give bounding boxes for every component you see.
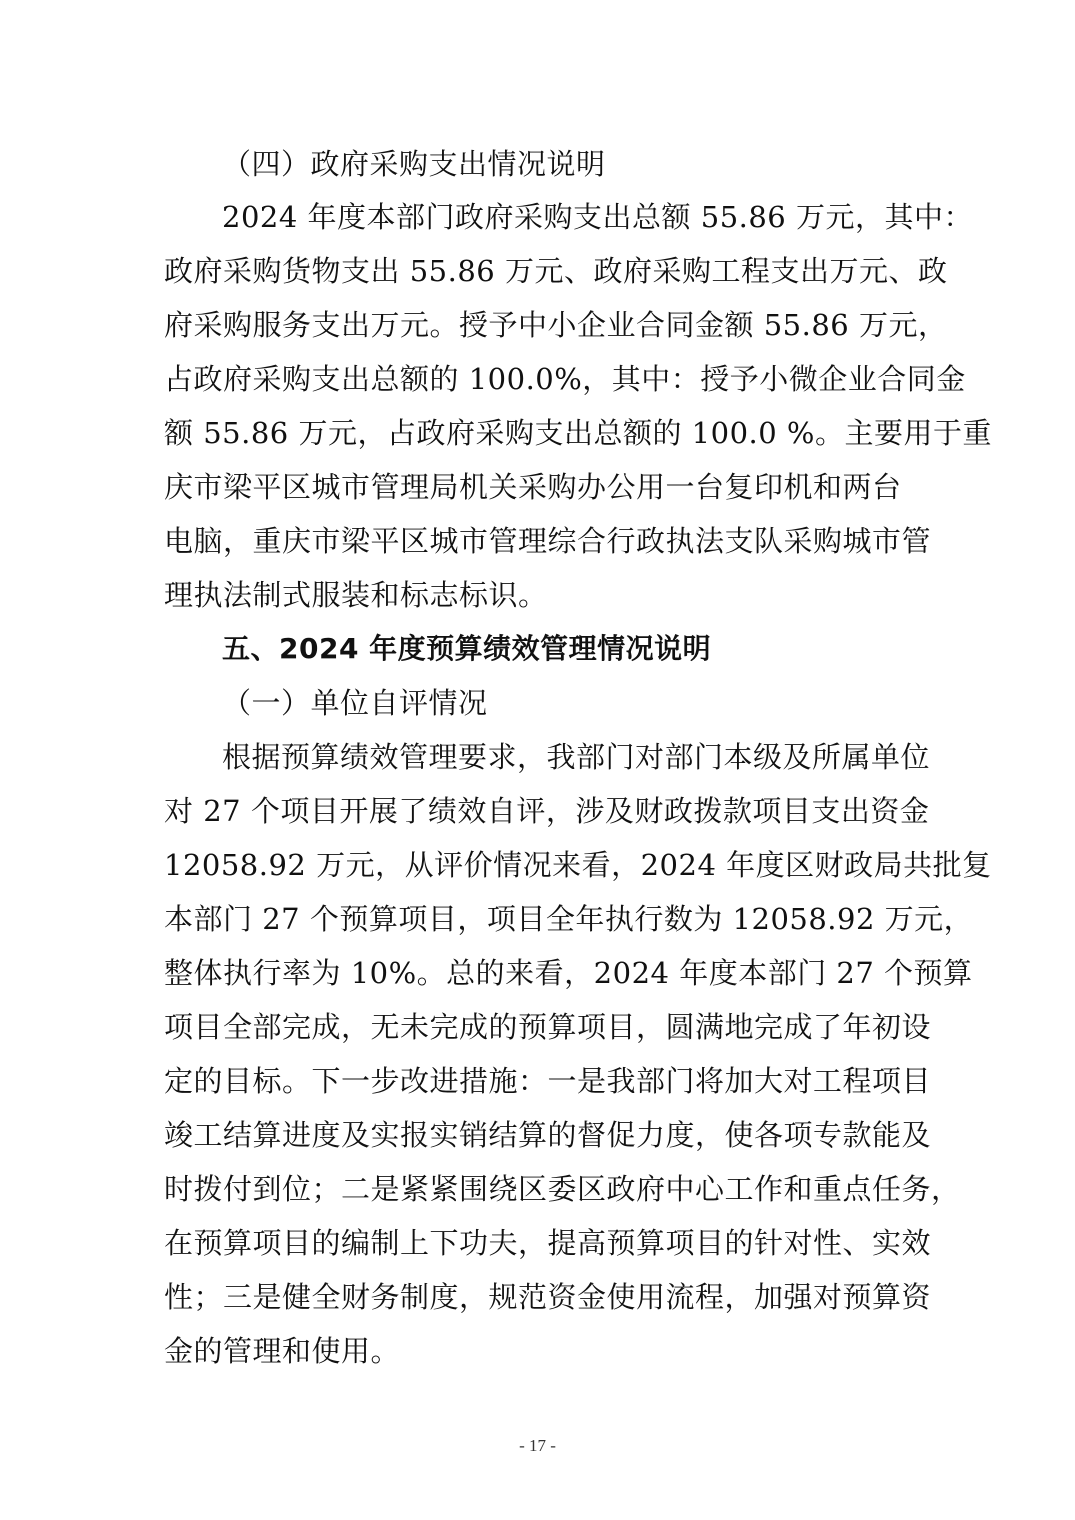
paragraph-line: 在预算项目的编制上下功夫，提高预算项目的针对性、实效 xyxy=(164,1226,932,1260)
paragraph-line: 时拨付到位；二是紧紧围绕区委区政府中心工作和重点任务， xyxy=(164,1172,961,1206)
paragraph-line: 竣工结算进度及实报实销结算的督促力度，使各项专款能及 xyxy=(164,1118,932,1152)
paragraph-line: 定的目标。下一步改进措施：一是我部门将加大对工程项目 xyxy=(164,1064,932,1098)
page-number: - 17 - xyxy=(519,1436,556,1455)
paragraph-line: 电脑，重庆市梁平区城市管理综合行政执法支队采购城市管 xyxy=(164,524,932,558)
paragraph-line: 府采购服务支出万元。授予中小企业合同金额 55.86 万元， xyxy=(164,308,948,342)
paragraph-line: 庆市梁平区城市管理局机关采购办公用一台复印机和两台 xyxy=(164,470,902,504)
paragraph-line: 政府采购货物支出 55.86 万元、政府采购工程支出万元、政 xyxy=(164,254,948,288)
paragraph-line: 项目全部完成，无未完成的预算项目，圆满地完成了年初设 xyxy=(164,1010,932,1044)
paragraph-line: 额 55.86 万元，占政府采购支出总额的 100.0 %。主要用于重 xyxy=(164,416,992,450)
subheading-self-evaluation: （一）单位自评情况 xyxy=(222,686,488,720)
paragraph-line: 性；三是健全财务制度，规范资金使用流程，加强对预算资 xyxy=(164,1280,932,1314)
paragraph-line: 2024 年度本部门政府采购支出总额 55.86 万元，其中： xyxy=(222,200,973,234)
paragraph-line: 整体执行率为 10%。总的来看，2024 年度本部门 27 个预算 xyxy=(164,956,973,990)
paragraph-line: 对 27 个项目开展了绩效自评，涉及财政拨款项目支出资金 xyxy=(164,794,930,828)
paragraph-line: 本部门 27 个预算项目，项目全年执行数为 12058.92 万元， xyxy=(164,902,974,936)
paragraph-line: 理执法制式服装和标志标识。 xyxy=(164,578,548,612)
paragraph-line: 根据预算绩效管理要求，我部门对部门本级及所属单位 xyxy=(222,740,931,774)
paragraph-line: 12058.92 万元，从评价情况来看，2024 年度区财政局共批复 xyxy=(164,848,992,882)
subheading-procurement: （四）政府采购支出情况说明 xyxy=(222,147,606,181)
paragraph-line: 金的管理和使用。 xyxy=(164,1334,401,1368)
section-heading-five: 五、2024 年度预算绩效管理情况说明 xyxy=(222,632,712,665)
paragraph-line: 占政府采购支出总额的 100.0%，其中：授予小微企业合同金 xyxy=(164,362,966,396)
